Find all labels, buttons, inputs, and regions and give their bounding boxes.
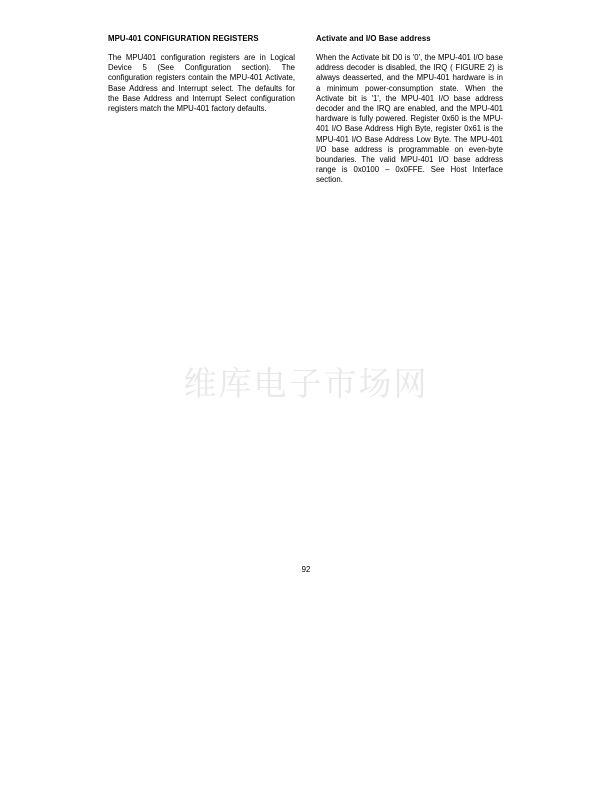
two-column-body [108, 34, 504, 186]
column-left-body [108, 53, 295, 114]
section-heading-mpu401-configuration-registers: MPU-401 CONFIGURATION REGISTERS [108, 34, 259, 43]
section-heading-activate-and-io-base-address: Activate and I/O Base address [316, 34, 431, 43]
watermark-text: 维库电子市场网 [183, 364, 429, 403]
page-number: 92 [301, 565, 311, 574]
column-left [108, 34, 295, 186]
column-right-body [316, 53, 503, 186]
column-right [316, 34, 503, 186]
paragraph: The MPU401 configuration registers are in Logical Device 5 (See Configuration section). The configuration registers contain the MPU-401 Activate, Base Address and Interrupt select. The defaults for the Base Address and Interrupt Select configuration registers match the MPU-401 factory defaults. [108, 53, 295, 114]
paragraph: When the Activate bit D0 is '0', the MPU-401 I/O base address decoder is disabled, the IRQ ( FIGURE 2) is always deasserted, and the MPU-401 hardware is in a minimum power-consumption state. When the Activate bit is '1', the MPU-401 I/O base address decoder and the IRQ are enabled, and the MPU-401 hardware is fully powered. Register 0x60 is the MPU-401 I/O Base Address High Byte, register 0x61 is the MPU-401 I/O Base Address Low Byte. The MPU-401 I/O base address is programmable on even-byte boundaries. The valid MPU-401 I/O base address range is 0x0100 – 0x0FFE. See Host Interface section. [316, 53, 503, 185]
